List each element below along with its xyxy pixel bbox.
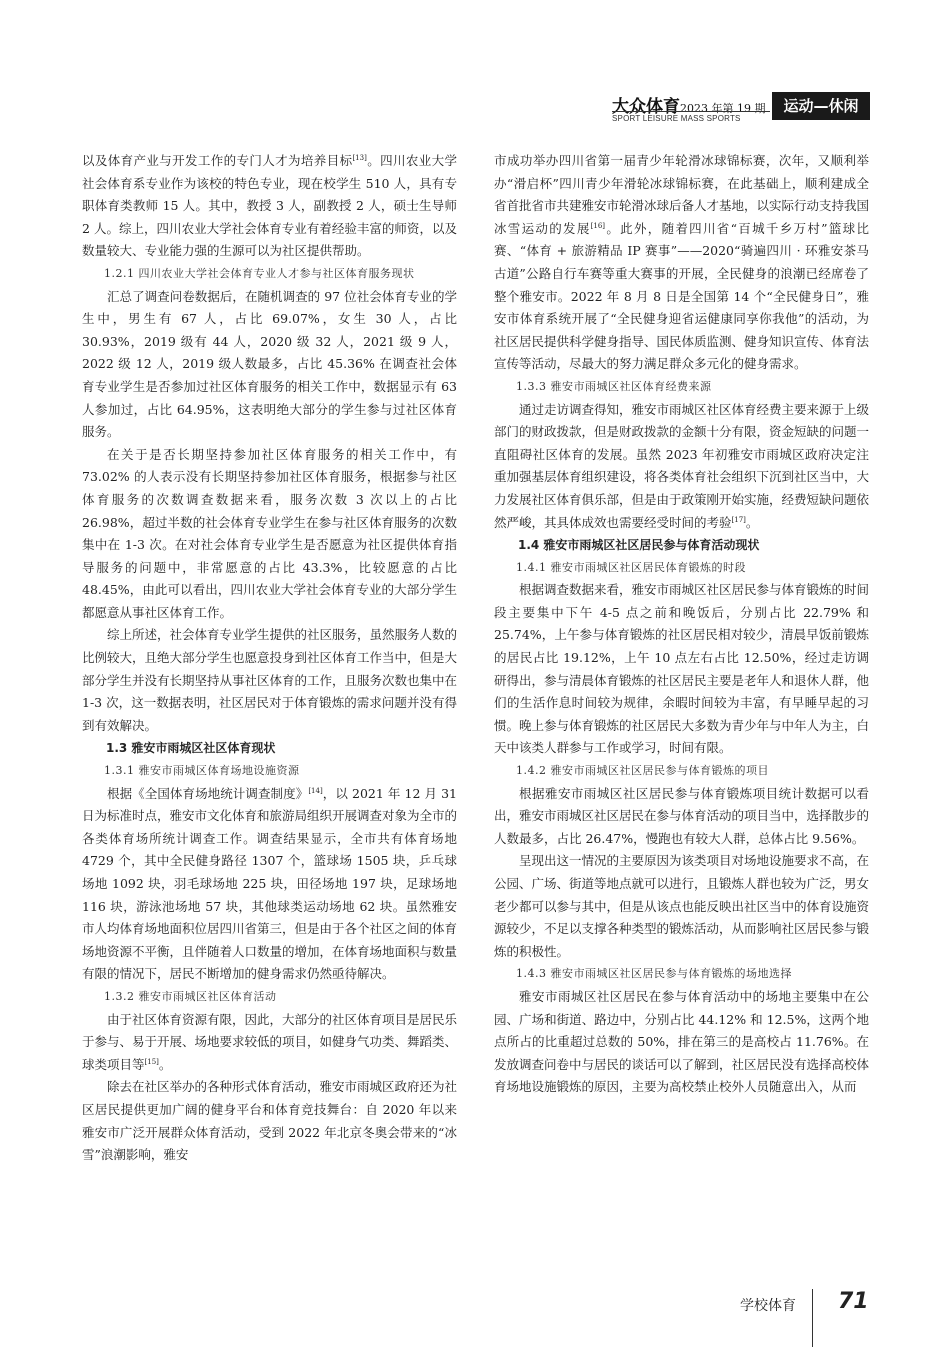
paragraph: 呈现出这一情况的主要原因为该类项目对场地设施要求不高，在公园、广场、街道等地点就可以进行，且锻炼人群也较为广泛，男女老少都可以参与其中，但是从该点也能反映出社区当中的体育设施资源较少，不足以支撑各种类型的锻炼活动，从而影响社区居民参与锻炼的积极性。 [494, 853, 870, 959]
paragraph: 以及体育产业与开发工作的专门人才为培养目标[13]。四川农业大学社会体育系专业作为该校的特色专业，现在校学生 510 人，具有专职体育类教师 15 人。其中，教授 3 人，副教授 2 人，硕士生导师 2 人。综上，四川农业大学社会体育专业有着经验丰富的师资，以及数量较大、专业能力强的生源可以为社区提供帮助。 [82, 153, 457, 259]
footer-section-label: 学校体育 [740, 1298, 796, 1314]
issue-number: 2023 年第 19 期 [680, 102, 766, 115]
citation-ref: [13] [352, 153, 367, 162]
paragraph: 除去在社区举办的各种形式体育活动，雅安市雨城区政府还为社区居民提供更加广阔的健身平台和体育竞技舞台：自 2020 年以来雅安市广泛开展群众体育活动，受到 2022 年北京冬奥会带来的“冰雪”浪潮影响，雅安 [82, 1079, 458, 1163]
section-heading: 1.3 雅安市雨城区社区体育现状 [106, 741, 276, 756]
header-rule [612, 111, 770, 112]
left-column [82, 150, 457, 1167]
subsection-heading: 1.3.2 雅安市雨城区社区体育活动 [104, 989, 277, 1003]
paragraph: 根据雅安市雨城区社区居民参与体育锻炼项目统计数据可以看出，雅安市雨城区社区居民在参与体育活动的项目当中，选择散步的人数最多，占比 26.47%，慢跑也有较大人群，总体占比 9.56%。 [494, 785, 870, 846]
subsection-heading: 1.4.3 雅安市雨城区社区居民参与体育锻炼的场地选择 [516, 967, 792, 981]
subsection-heading: 1.3.1 雅安市雨城区体育场地设施资源 [104, 764, 300, 778]
page-header [612, 90, 872, 130]
citation-ref: [15] [144, 1057, 159, 1066]
paragraph: 综上所述，社会体育专业学生提供的社区服务，虽然服务人数的比例较大，且绝大部分学生也愿意投身到社区体育工作当中，但是大部分学生并没有长期坚持从事社区体育的工作，且服务次数也集中在 1-3 次，这一数据表明，社区居民对于体育锻炼的需求问题并没有得到有效解决。 [82, 627, 458, 733]
citation-ref: [17] [731, 515, 746, 524]
paragraph: 市成功举办四川省第一届青少年轮滑冰球锦标赛，次年，又顺利举办“滑启杯”四川青少年滑轮冰球锦标赛，在此基础上，顺利建成全省首批省市共建雅安市轮滑冰球后备人才基地，以实际行动支持我国冰雪运动的发展[16]。此外，随着四川省“百城千乡万村”篮球比赛、“体育 + 旅游精品 IP 赛事”——2020“骑遍四川 · 环雅安茶马古道”公路自行车赛等重大赛事的开展，全民健身的浪潮已经席卷了整个雅安市。2022 年 8 月 8 日是全国第 14 个“全民健身日”，雅安市体育系统开展了“全民健身迎省运健康同享你我他”的活动，为社区居民提供科学健身指导、国民体质监测、健身知识宣传、体育法宣传等活动，尽最大的努力满足群众多元化的健身需求。 [494, 153, 870, 372]
paragraph: 根据《全国体育场地统计调查制度》[14]，以 2021 年 12 月 31 日为标准时点，雅安市文化体育和旅游局组织开展调查对象为全市的各类体育场所统计调查工作。调查结果显示，全市共有体育场地 4729 个，其中全民健身路径 1307 个，篮球场 1505 块，乒乓球场地 1092 块，羽毛球场地 225 块，田径场地 197 块，足球场地 116 块，游泳池场地 57 块，其他球类运动场地 62 块。虽然雅安市人均体育场地面积位居四川省第三，但是由于各个社区之间的体育场地资源不平衡，且伴随着人口数量的增加，在体育场地面积与数量有限的情况下，居民不断增加的健身需求仍然亟待解决。 [82, 785, 458, 982]
page-footer [0, 1289, 950, 1345]
section-heading: 1.4 雅安市雨城区社区居民参与体育活动现状 [518, 538, 760, 553]
paragraph: 汇总了调查问卷数据后，在随机调查的 97 位社会体育专业的学生中，男生有 67 人，占比 69.07%，女生 30 人，占比 30.93%，2019 级有 44 人，2020 级 32 人，2021 级 9 人，2022 级 12 人，2019 级人数最多，占比 45.36% 在调查社会体育专业学生是否参加过社区体育服务的相关工作中，数据显示有 63 人参加过，占比 64.95%，这表明绝大部分的学生参与过社区体育服务。 [82, 288, 457, 440]
right-column [494, 150, 869, 1099]
section-tag: 运动—休闲 [772, 92, 870, 120]
paragraph: 在关于是否长期坚持参加社区体育服务的相关工作中，有 73.02% 的人表示没有长期坚持参加社区体育服务，根据参与社区体育服务的次数调查数据来看，服务次数 3 次以上的占比 26.98%，超过半数的社会体育专业学生在参与社区体育服务的次数集中在 1-3 次。在对社会体育专业学生是否愿意为社区提供体育指导服务的问题中，非常愿意的占比 43.3%，比较愿意的占比 48.45%，由此可以看出，四川农业大学社会体育专业的大部分学生都愿意从事社区体育工作。 [82, 446, 457, 620]
paragraph: 通过走访调查得知，雅安市雨城区社区体育经费主要来源于上级部门的财政拨款，但是财政拨款的金额十分有限，资金短缺的问题一直阻碍社区体育的发展。虽然 2023 年初雅安市雨城区政府决定注重加强基层体育组织建设，将各类体育社会组织下沉到社区当中，大力发展社区体育俱乐部，但是由于政策刚开始实施，经费短缺问题依然严峻，其具体成效也需要经受时间的考验[17]。 [494, 401, 870, 530]
magazine-english-title: SPORT LEISURE MASS SPORTS [612, 114, 741, 123]
citation-ref: [16] [590, 221, 606, 230]
footer-divider [812, 1289, 813, 1347]
magazine-title: 大众体育2023 年第 19 期 [612, 97, 766, 117]
subsection-heading: 1.2.1 四川农业大学社会体育专业人才参与社区体育服务现状 [104, 266, 415, 280]
subsection-heading: 1.3.3 雅安市雨城区社区体育经费来源 [516, 379, 712, 393]
citation-ref: [14] [308, 786, 323, 795]
paragraph: 根据调查数据来看，雅安市雨城区社区居民参与体育锻炼的时间段主要集中下午 4-5 点之前和晚饭后，分别占比 22.79% 和 25.74%，上午参与体育锻炼的社区居民相对较少，清晨早饭前锻炼的居民占比 19.12%，上午 10 点左右占比 12.50%，经过走访调研得出，参与清晨体育锻炼的社区居民主要是老年人和退休人群，他们的生活作息时间较为规律，余暇时间较为丰富，有早睡早起的习惯。晚上参与体育锻炼的社区居民大多数为青少年与中年人为主，白天中该类人群参与工作或学习，时间有限。 [494, 582, 870, 756]
paragraph: 雅安市雨城区社区居民在参与体育活动中的场地主要集中在公园、广场和街道、路边中，分别占比 44.12% 和 12.5%，这两个地点所占的比重超过总数的 50%，排在第三的是高校占 11.76%。在发放调查问卷中与居民的谈话可以了解到，社区居民没有选择高校体育场地设施锻炼的原因，主要为高校禁止校外人员随意出入，从而 [494, 988, 870, 1095]
page-number: 71 [838, 1289, 869, 1314]
subsection-heading: 1.4.1 雅安市雨城区社区居民体育锻炼的时段 [516, 560, 746, 574]
paragraph: 由于社区体育资源有限，因此，大部分的社区体育项目是居民乐于参与、易于开展、场地要求较低的项目，如健身气功类、舞蹈类、球类项目等[15]。 [82, 1011, 458, 1072]
subsection-heading: 1.4.2 雅安市雨城区社区居民参与体育锻炼的项目 [516, 764, 769, 778]
